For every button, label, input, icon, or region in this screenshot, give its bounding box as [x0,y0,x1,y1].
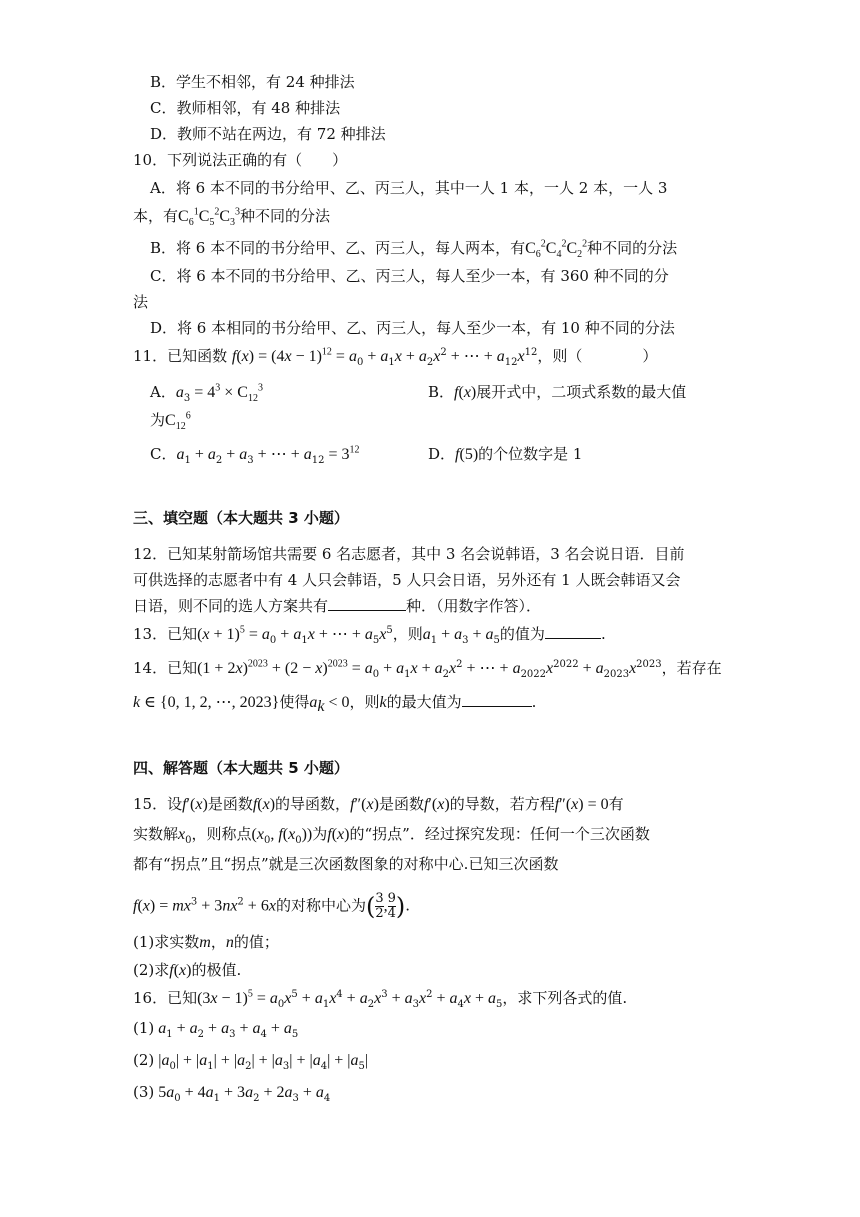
q11-stem: 11．已知函数 $f(x) = (4x - 1)^{12} = a_0 + a_1x + a_2x^2$ + ⋯ + $a_{12}x^{12}$，则（ ） [133,346,658,368]
q12-answer-blank[interactable] [328,596,406,611]
q16-part1: (1) $a_1 + a_2 + a_3 + a_4 + a_5$ [133,1019,299,1040]
q10-stem: 10．下列说法正确的有（ ） [133,151,348,169]
q15-line4: $f(x) = mx^3 + 3nx^2 + 6x$的对称中心为( $\frac{3}{2}$ , $\frac{9}{4}$ ). [133,891,411,921]
q15-part2: (2)求f(x)的极值. [133,961,242,979]
q9-option-c: C．教师相邻，有 48 种排法 [150,99,341,117]
q16-part3: (3) $5a_0 + 4a_1 + 3a_2 + 2a_3 + a_4$ [133,1083,331,1104]
q15-line3: 都有“拐点”且“拐点”就是三次函数图象的对称中心.已知三次函数 [133,855,559,873]
q16-stem: 16．已知$(3x - 1)^5 = a_0x^5 + a_1x^4 + a_2x^3 + a_3x^2 + a_4x + a_5$，求下列各式的值. [133,988,628,1010]
section-3-heading: 三、填空题（本大题共 3 小题） [133,509,349,527]
q15-line1: 15．设f′(x)是函数f(x)的导函数，f″(x)是函数f′(x)的导数，若方程f″(x) = 0有 [133,795,624,813]
q9-option-d: D．教师不站在两边，有 72 种排法 [150,125,386,143]
q10-option-a-line2: 本，有$C_6^1C_5^2C_3^3$种不同的分法 [133,206,331,229]
q14-line1: 14．已知$(1 + 2x)^{2023} + (2 - x)^{2023} = a_0 + a_1x + a_2x^2$ + ⋯ + $a_{2022}x^{2022} + a_{2023}x^{2023}$，若存在 [133,658,722,680]
q11-option-a: A．$a_3 = 4^3 \times C_{12}^3$ [150,382,263,405]
q13: 13．已知$(x + 1)^5 = a_0 + a_1x$ + ⋯ + $a_5x^5$，则$a_1 + a_3 + a_5$的值为 . [133,624,606,646]
q10-option-c-line2: 法 [133,293,149,311]
q10-option-d: D．将 6 本相同的书分给甲、乙、丙三人，每人至少一本，有 10 种不同的分法 [150,319,675,337]
q10-option-c-line1: C．将 6 本不同的书分给甲、乙、丙三人，每人至少一本，有 360 种不同的分 [150,267,669,285]
q15-part1: (1)求实数m，n的值； [133,933,279,951]
q9-option-b: B．学生不相邻，有 24 种排法 [150,73,355,91]
q12-line2: 可供选择的志愿者中有 4 人只会韩语，5 人只会日语，另外还有 1 人既会韩语又会 [133,571,681,589]
q13-answer-blank[interactable] [545,624,601,639]
q12-line3: 日语，则不同的选人方案共有 种．（用数字作答）． [133,597,542,615]
q11-option-b: B．f(x)展开式中，二项式系数的最大值 [428,383,687,401]
q11-option-c: C．$a_1 + a_2 + a_3$ + ⋯ + $a_{12} = 3^{12}$ [150,444,360,466]
section-4-heading: 四、解答题（本大题共 5 小题） [133,759,349,777]
q10-option-b: B．将 6 本不同的书分给甲、乙、丙三人，每人两本，有$C_6^2C_4^2C_2^2$种不同的分法 [150,238,678,261]
q14-answer-blank[interactable] [462,692,532,707]
q15-line2: 实数解$x_0$，则称点($x_0$, $f(x_0)$)为f(x)的“拐点”．经过探究发现：任何一个三次函数 [133,825,650,846]
q14-line2: k ∈ {0, 1, 2, ⋯, 2023}使得$a_k < 0$，则k的最大值为 . [133,693,537,715]
q12-line1: 12．已知某射箭场馆共需要 6 名志愿者，其中 3 名会说韩语，3 名会说日语．目前 [133,545,685,563]
q11-option-d: D．f(5)的个位数字是 1 [428,445,583,463]
q11-option-b-line2: 为$C_{12}^6$ [150,410,191,433]
q16-part2: (2) $|a_0| + |a_1| + |a_2| + |a_3| + |a_4| + |a_5|$ [133,1051,369,1072]
q10-option-a-line1: A．将 6 本不同的书分给甲、乙、丙三人，其中一人 1 本，一人 2 本，一人 3 [150,179,668,197]
